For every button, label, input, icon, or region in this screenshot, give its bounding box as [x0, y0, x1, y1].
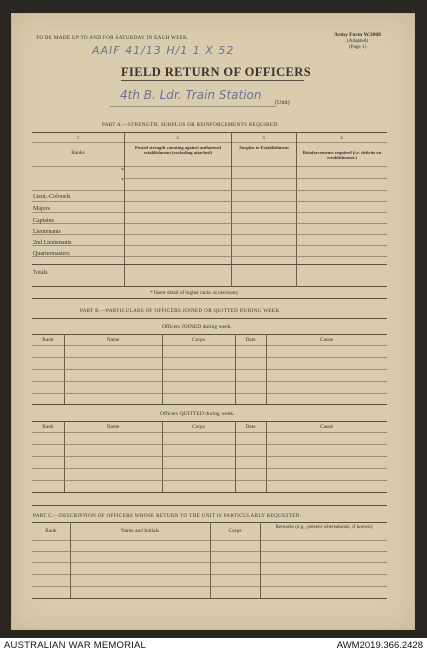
col-header-posted-strength: Posted strength counting against authorised establishment (excluding attached) [135, 145, 221, 155]
part-a-header-rule [32, 166, 387, 167]
joined-col-name: Name [106, 337, 120, 343]
part-b-top-rule [32, 318, 387, 319]
col-header-surplus: Surplus to Establishment [239, 145, 289, 150]
handwritten-reference: AAIF 41/13 H/1 1 X 52 [92, 44, 235, 57]
part-c-row-rule [32, 586, 387, 587]
part-a-totals-rule [32, 264, 387, 265]
part-a-top-rule [32, 132, 387, 133]
quitted-col-cause: Cause [319, 424, 334, 430]
part-a-col-divider [124, 132, 125, 286]
col-header-ranks: Ranks [71, 150, 85, 156]
part-c-col-remarks: Remarks (e.g., present whereabouts, if known) [275, 524, 373, 530]
quitted-col-name: Name [106, 424, 120, 430]
part-a-close-rule [32, 298, 387, 299]
col-number-3: 3 [262, 135, 265, 140]
part-a-row-rule [32, 223, 387, 224]
rank-label: Lieut.-Colonels [33, 194, 71, 200]
joined-title: Officers JOINED during week. [162, 324, 232, 330]
joined-col-cause: Cause [319, 337, 334, 343]
rank-label: Quartermasters [33, 251, 70, 257]
part-a-number-rule [32, 142, 387, 143]
part-c-row-rule [32, 562, 387, 563]
form-adapted: (Adapted) [347, 38, 369, 44]
quitted-row-rule [32, 468, 387, 469]
joined-row-rule [32, 357, 387, 358]
rank-label: Lieutenants [33, 229, 61, 235]
joined-col-corps: Corps [192, 337, 205, 343]
col-header-reinforcements: Reinforcements required (i.e. deficits on establishment.) [302, 150, 382, 160]
part-a-footnote: * Insert detail of higher ranks as necessary. [150, 290, 240, 296]
joined-col-rank: Rank [42, 337, 54, 343]
part-c-col-rank: Rank [45, 528, 57, 534]
rank-label: Majors [33, 206, 50, 212]
part-b-heading: PART B.—PARTICULARS OF OFFICERS JOINED OR QUITTED DURING WEEK. [80, 308, 281, 314]
form-title: FIELD RETURN OF OFFICERS [121, 65, 312, 79]
joined-row-rule [32, 369, 387, 370]
part-a-row-rule [32, 245, 387, 246]
rank-label: 2nd Lieutenants [33, 240, 72, 246]
quitted-row-rule [32, 456, 387, 457]
part-a-row-rule [32, 256, 387, 257]
rank-label: Captains [33, 218, 54, 224]
quitted-title: Officers QUITTED during week. [160, 411, 235, 417]
unit-handwritten: 4th B. Ldr. Train Station [120, 88, 262, 102]
unit-label: (Unit) [275, 100, 290, 106]
part-c-heading: PART C.—DESCRIPTION OF OFFICERS WHOSE RETURN TO THE UNIT IS PARTICULARLY REQUESTED. [33, 513, 302, 519]
joined-table-top [32, 334, 387, 335]
part-a-row-rule [32, 201, 387, 202]
part-a-row-rule [32, 190, 387, 191]
quitted-row-rule [32, 480, 387, 481]
part-a-col-divider [296, 132, 297, 286]
col-number-1: 1 [76, 135, 80, 140]
joined-row-rule [32, 393, 387, 394]
part-c-bottom-rule [32, 598, 387, 599]
part-c-row-rule [32, 551, 387, 552]
quitted-table-top [32, 421, 387, 422]
form-page: (Page 1) [349, 44, 367, 50]
part-c-row-rule [32, 574, 387, 575]
footer-accession-number: AWM2019.366.2428 [336, 640, 423, 651]
part-a-row-rule [32, 234, 387, 235]
part-a-heading: PART A.—STRENGTH, SURPLUS OR REINFORCEMENTS REQUIRED. [102, 122, 279, 128]
footer-institution: AUSTRALIAN WAR MEMORIAL [4, 640, 147, 651]
part-c-col-name: Name and Initials [120, 528, 160, 534]
col-number-2: 2 [176, 135, 179, 140]
part-c-col-corps: Corps [228, 528, 242, 534]
quitted-header-rule [32, 432, 387, 433]
part-a-row-rule [124, 178, 387, 179]
quitted-col-rank: Rank [42, 424, 54, 430]
quitted-row-rule [32, 444, 387, 445]
col-number-4: 4 [340, 135, 343, 140]
joined-header-rule [32, 345, 387, 346]
form-number: Army Form W.3008 [334, 32, 381, 38]
quitted-col-corps: Corps [192, 424, 205, 430]
joined-col-date: Date [245, 337, 256, 343]
asterisk-marker: * [121, 178, 124, 184]
part-a-bottom-rule [32, 286, 387, 287]
top-note: TO BE MADE UP TO AND FOR SATURDAY IN EACH WEEK. [36, 35, 189, 41]
unit-line [110, 106, 276, 107]
part-a-row-rule [32, 212, 387, 213]
quitted-col-date: Date [245, 424, 256, 430]
totals-label: Totals [33, 270, 48, 276]
joined-row-rule [32, 381, 387, 382]
part-b-close-rule [32, 505, 387, 506]
part-a-col-divider [231, 132, 232, 286]
joined-table-bottom [32, 404, 387, 405]
asterisk-marker: * [121, 168, 124, 174]
archive-footer [0, 638, 427, 653]
title-underline [121, 80, 304, 81]
quitted-table-bottom [32, 492, 387, 493]
